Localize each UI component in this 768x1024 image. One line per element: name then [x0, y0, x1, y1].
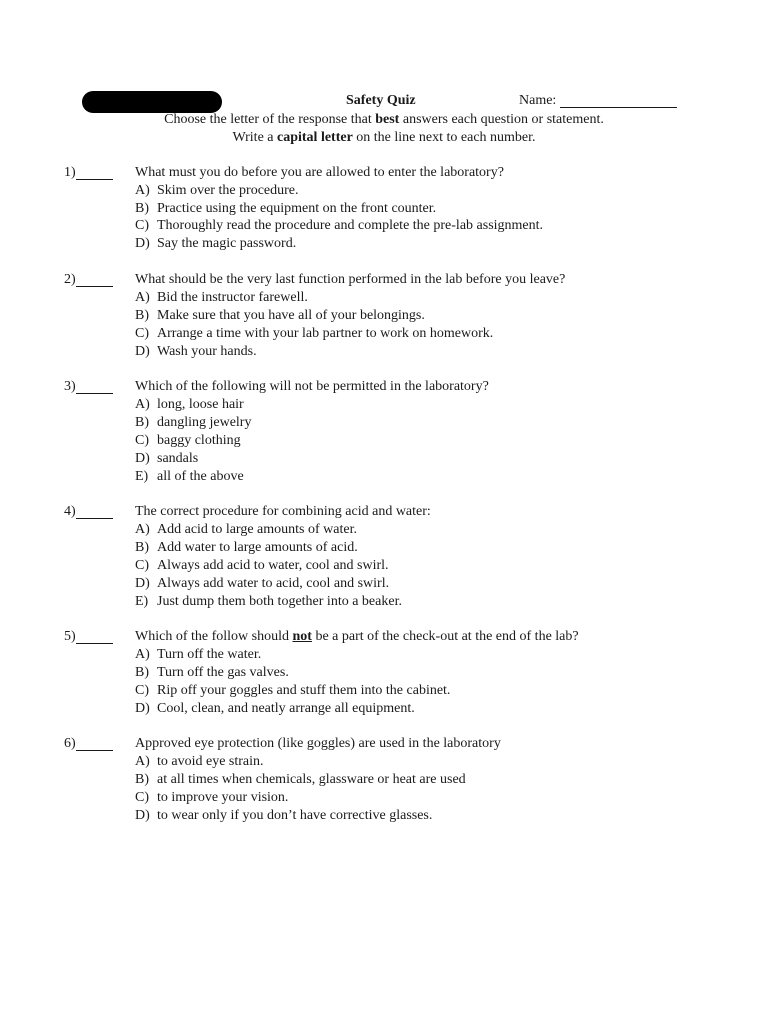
option-letter: C) [135, 790, 149, 805]
option-letter: C) [135, 558, 149, 573]
question-number: 3) [64, 379, 76, 394]
option-letter: A) [135, 522, 150, 537]
option-text: Cool, clean, and neatly arrange all equipment. [157, 701, 415, 716]
instructions-text: Write a [232, 130, 277, 145]
option-a [135, 397, 244, 413]
option-text: Make sure that you have all of your belongings. [157, 308, 425, 323]
option-letter: A) [135, 647, 150, 662]
option-b [135, 540, 358, 556]
option-d [135, 808, 432, 824]
option-letter: B) [135, 308, 149, 323]
option-letter: B) [135, 772, 149, 787]
option-letter: A) [135, 397, 150, 412]
option-c [135, 433, 241, 449]
option-text: dangling jewelry [157, 415, 252, 430]
option-a [135, 183, 299, 199]
question-text: What should be the very last function performed in the lab before you leave? [135, 272, 566, 287]
option-letter: E) [135, 594, 149, 609]
question-number: 5) [64, 629, 76, 644]
option-a [135, 647, 261, 663]
option-letter: C) [135, 683, 149, 698]
option-text: at all times when chemicals, glassware or heat are used [157, 772, 466, 787]
option-d [135, 236, 296, 252]
option-text: Add water to large amounts of acid. [157, 540, 358, 555]
option-text: Just dump them both together into a beaker. [157, 594, 402, 609]
option-b [135, 415, 251, 431]
question-text: Which of the following will not be permitted in the laboratory? [135, 379, 489, 394]
option-text: Arrange a time with your lab partner to work on homework. [157, 326, 494, 341]
instructions-text: on the line next to each number. [352, 130, 536, 145]
option-text: Always add water to acid, cool and swirl. [157, 576, 390, 591]
option-text: baggy clothing [157, 433, 241, 448]
answer-blank [76, 393, 113, 394]
question-number: 2) [64, 272, 76, 287]
question-text [135, 629, 579, 645]
option-letter: E) [135, 469, 149, 484]
question-text: What must you do before you are allowed to enter the laboratory? [135, 165, 504, 180]
option-letter: D) [135, 236, 150, 251]
option-text: all of the above [157, 469, 244, 484]
option-text: Rip off your goggles and stuff them into the cabinet. [157, 683, 451, 698]
question-text: The correct procedure for combining acid and water: [135, 504, 431, 519]
answer-blank [76, 643, 113, 644]
instructions-line-1 [0, 112, 768, 128]
option-text: Wash your hands. [157, 344, 257, 359]
option-letter: C) [135, 218, 149, 233]
instructions-emphasis: capital letter [277, 130, 353, 145]
answer-blank [76, 750, 113, 751]
option-letter: A) [135, 183, 150, 198]
option-text: Turn off the water. [157, 647, 262, 662]
question-number: 1) [64, 165, 76, 180]
instructions-line-2 [0, 130, 768, 146]
option-text: Always add acid to water, cool and swirl. [157, 558, 389, 573]
answer-blank [76, 179, 113, 180]
option-letter: D) [135, 451, 150, 466]
option-c [135, 326, 493, 342]
option-letter: C) [135, 326, 149, 341]
option-d [135, 576, 389, 592]
option-letter: B) [135, 201, 149, 216]
option-text: to wear only if you don’t have corrective glasses. [157, 808, 433, 823]
answer-blank [76, 286, 113, 287]
option-b [135, 308, 425, 324]
question-text-part: Which of the follow should [135, 629, 293, 644]
option-letter: C) [135, 433, 149, 448]
option-b [135, 201, 436, 217]
instructions-text: answers each question or statement. [399, 112, 604, 127]
name-answer-line [560, 107, 677, 108]
option-e [135, 469, 244, 485]
option-c [135, 790, 288, 806]
option-a [135, 522, 357, 538]
option-text: to avoid eye strain. [157, 754, 264, 769]
option-text: Skim over the procedure. [157, 183, 299, 198]
option-letter: D) [135, 576, 150, 591]
option-text: long, loose hair [157, 397, 244, 412]
option-letter: D) [135, 808, 150, 823]
name-label: Name: [519, 93, 557, 108]
option-text: Practice using the equipment on the front counter. [157, 201, 437, 216]
page-title: Safety Quiz [346, 93, 416, 108]
question-number: 4) [64, 504, 76, 519]
option-d [135, 344, 257, 360]
instructions-emphasis: best [375, 112, 400, 127]
option-a [135, 290, 308, 306]
option-a [135, 754, 264, 770]
answer-blank [76, 518, 113, 519]
option-text: sandals [157, 451, 199, 466]
question-number: 6) [64, 736, 76, 751]
option-letter: B) [135, 540, 149, 555]
option-text: Thoroughly read the procedure and complete the pre-lab assignment. [157, 218, 544, 233]
option-c [135, 558, 389, 574]
option-text: Add acid to large amounts of water. [157, 522, 357, 537]
option-d [135, 701, 415, 717]
option-c [135, 218, 543, 234]
option-letter: A) [135, 754, 150, 769]
quiz-header [0, 93, 768, 111]
option-text: to improve your vision. [157, 790, 289, 805]
question-text: Approved eye protection (like goggles) are used in the laboratory [135, 736, 501, 751]
option-e [135, 594, 402, 610]
question-emphasis: not [292, 629, 312, 644]
question-text-part: be a part of the check-out at the end of the lab? [311, 629, 579, 644]
option-text: Turn off the gas valves. [157, 665, 289, 680]
instructions-text: Choose the letter of the response that [164, 112, 376, 127]
option-letter: D) [135, 701, 150, 716]
option-c [135, 683, 450, 699]
option-text: Say the magic password. [157, 236, 297, 251]
option-d [135, 451, 198, 467]
option-b [135, 772, 466, 788]
option-b [135, 665, 289, 681]
option-letter: D) [135, 344, 150, 359]
option-text: Bid the instructor farewell. [157, 290, 308, 305]
option-letter: B) [135, 415, 149, 430]
option-letter: A) [135, 290, 150, 305]
option-letter: B) [135, 665, 149, 680]
